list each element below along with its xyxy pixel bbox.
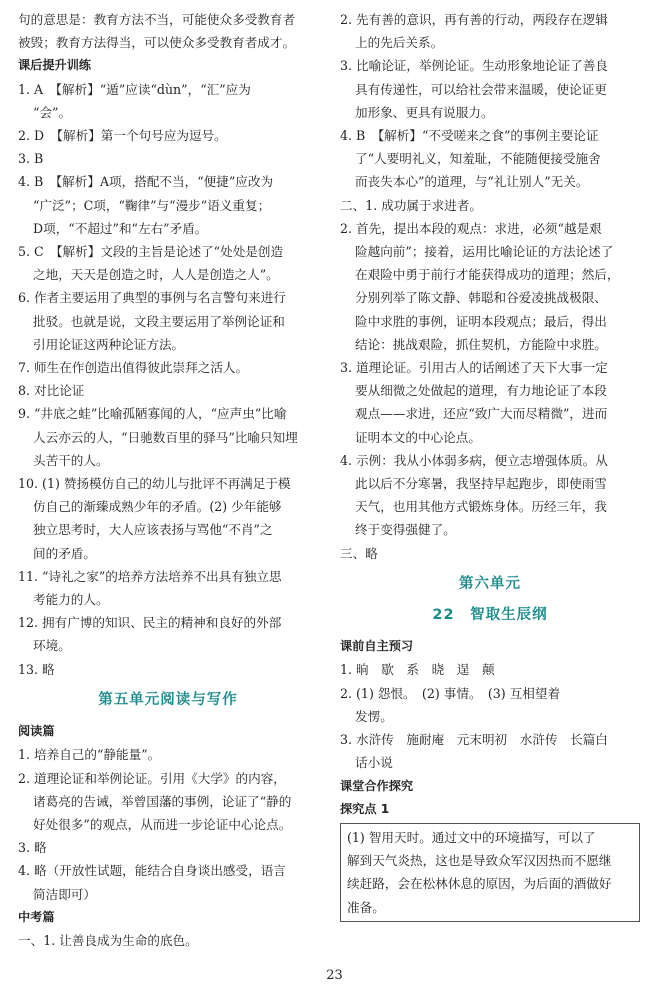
answer-line: 3. 比喻论证，举例论证。生动形象地论证了善良 [340,58,608,74]
answer-line: 发愣。 [355,708,393,724]
answer-line: 4. B 【解析】A项，搭配不当，“便捷”应改为 [18,174,274,190]
answer-line: 句的意思是：教育方法不当，可能使众多受教育者 [18,12,296,27]
answer-line: 2. 首先，提出本段的观点：求进，必须“越是艰 [340,220,602,236]
answer-line: 2. 道理论证和举例论证。引用《大学》的内容， [18,770,286,786]
subheading: 课后提升训练 [18,58,92,73]
answer-line: 三、略 [340,545,378,561]
answer-line: 4. 示例：我从小体弱多病，便立志增强体质。从 [340,452,608,468]
page-number: 23 [326,968,343,983]
answer-line: “广泛”；C项，“鞠律”与“漫步”语义重复； [33,197,271,213]
answer-box [340,823,640,922]
answer-line: 间的矛盾。 [33,545,96,561]
answer-line: 8. 对比论证 [18,383,85,399]
answer-line: 要从细微之处做起的道理，有力地论证了本段 [355,383,607,399]
answer-line: 好处很多”的观点，从而进一步论证中心论点。 [33,816,292,832]
answer-line: 考能力的人。 [33,592,109,608]
right-column [340,8,640,922]
answer-line: 2. D 【解析】第一个句号应为逗号。 [18,128,227,144]
answer-line: 在艰险中勇于前行才能获得成功的道理；然后， [355,267,620,283]
answer-box-line: 续赶路，会在松林休息的原因，为后面的酒做好 [347,876,612,892]
section-title: 第六单元 [459,575,521,592]
answer-line: “会”。 [33,104,72,120]
answer-line: 独立思考时，大人应该表扬与骂他“不肖”之 [33,522,273,538]
answer-line: 观点——求进，还应“致广大而尽精微”，进而 [355,406,608,422]
answer-line: 证明本文的中心论点。 [355,429,481,445]
answer-line: 二、1. 成功属于求进者。 [340,197,482,213]
answer-line: 话小说 [355,755,393,771]
answer-line: 险中求胜的事例，证明本段观点；最后，得出 [355,313,607,329]
answer-line: 11. “诗礼之家”的培养方法培养不出具有独立思 [18,568,282,584]
subheading: 课堂合作探究 [340,778,414,793]
answer-line: 一、1. 让善良成为生命的底色。 [18,932,198,948]
subheading: 课前自主预习 [340,639,414,654]
answer-line: 加形象、更具有说服力。 [355,104,494,120]
answer-box-line: 解到天气炎热，这也是导致众军汉因热而不愿继 [347,853,612,869]
answer-box-line: 准备。 [347,899,385,915]
answer-line: 具有传递性，可以给社会带来温暖，使论证更 [355,81,607,97]
answer-line: 3. 水浒传 施耐庵 元末明初 水浒传 长篇白 [340,732,608,748]
answer-line: 13. 略 [18,661,55,677]
answer-line: 7. 师生在作创造出值得彼此崇拜之活人。 [18,360,249,376]
left-column [18,8,318,952]
answer-line: 1. 晌 歇 系 晓 逞 颠 [340,662,495,678]
answer-line: 批驳。也就是说，文段主要运用了举例论证和 [33,313,285,329]
answer-line: 引用论证这两种论证方法。 [33,336,185,352]
section-title: 第五单元阅读与写作 [98,691,238,708]
answer-line: 简洁即可） [33,886,96,902]
answer-line: 5. C 【解析】文段的主旨是论述了“处处是创造 [18,244,284,260]
answer-line: 仿自己的渐臻成熟少年的矛盾。(2) 少年能够 [33,499,282,515]
answer-line: 2. 先有善的意识，再有善的行动，两段存在逻辑 [340,12,608,27]
answer-line: 3. 道理论证。引用古人的话阐述了天下大事一定 [340,360,608,376]
answer-line: D项，“不超过”和“左右”矛盾。 [33,220,208,236]
answer-line: 10. (1) 赞扬模仿自己的幼儿与批评不再满足于模 [18,476,291,492]
answer-line: 9. “井底之蛙”比喻孤陋寡闻的人，“应声虫”比喻 [18,406,287,422]
answer-line: 6. 作者主要运用了典型的事例与名言警句来进行 [18,290,286,306]
answer-line: 被毁；教育方法得当，可以使众多受教育者成才。 [18,35,296,51]
answer-line: 而丧失本心”的道理，与“礼让别人”无关。 [355,174,589,190]
answer-box-line: (1) 智用天时。通过文中的环境描写，可以了 [347,829,596,845]
answer-line: 诸葛亮的告诫，举曾国藩的事例，论证了“静的 [33,793,292,809]
subheading: 探究点 1 [340,801,390,816]
answer-line: 上的先后关系。 [355,35,444,51]
answer-line: 4. 略（开放性试题，能结合自身谈出感受，语言 [18,863,286,879]
answer-line: 4. B 【解析】“不受嗟来之食”的事例主要论证 [340,128,599,144]
answer-line: 3. 略 [18,840,47,856]
answer-line: 12. 拥有广博的知识、民主的精神和良好的外部 [18,615,282,631]
answer-line: 头苦干的人。 [33,452,109,468]
answer-line: 天气，也用其他方式锻炼身体。历经三年，我 [355,499,607,515]
answer-line: 3. B [18,151,44,167]
answer-line: 1. 培养自己的“静能量”。 [18,747,161,763]
answer-line: 此以后不分寒暑，我坚持早起跑步，即使雨雪 [355,476,607,492]
answer-line: 环境。 [33,638,71,654]
answer-line: 了“人要明礼义，知羞耻，不能随便接受施舍 [355,151,601,167]
answer-line: 分别列举了陈文静、韩聪和谷爱凌挑战极限、 [355,290,607,306]
answer-line: 2. (1) 怨恨。 (2) 事情。 (3) 互相望着 [340,685,561,701]
subheading: 阅读篇 [18,724,55,739]
answer-line: 险越向前”；接着，运用比喻论证的方法论述了 [355,244,614,260]
answer-line: 终于变得强健了。 [355,522,456,538]
answer-line: 人云亦云的人，“日驰数百里的驿马”比喻只知埋 [33,429,298,445]
answer-line: 结论：挑战艰险，抓住契机，方能险中求胜。 [355,336,607,352]
subheading: 中考篇 [18,909,55,924]
answer-line: 之地，天天是创造之时，人人是创造之人”。 [33,267,279,283]
answer-line: 1. A 【解析】“遁”应读“dùn”，“汇”应为 [18,81,251,97]
section-title: 22 智取生辰纲 [432,607,548,624]
